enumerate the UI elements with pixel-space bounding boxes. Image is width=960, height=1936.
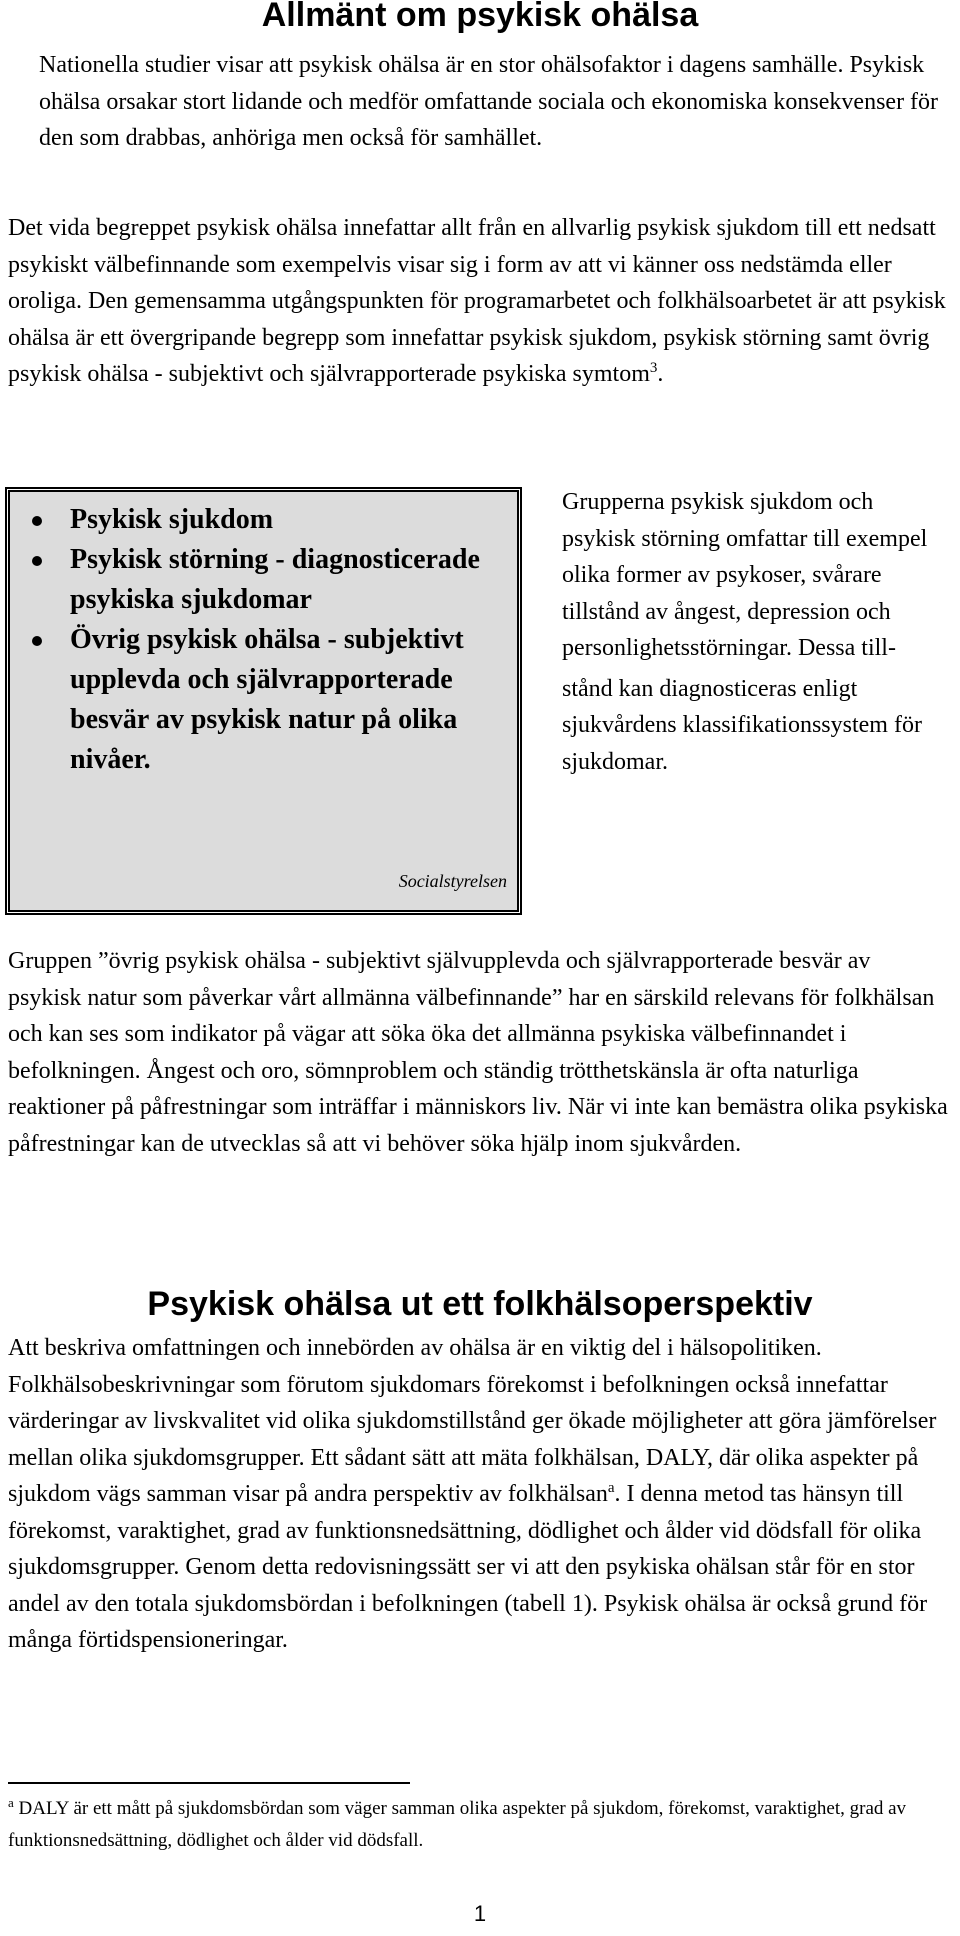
bullet-icon [32,556,42,566]
list-item [22,500,502,540]
list-item [22,540,502,620]
paragraph-text: Att beskriva omfattningen och innebörden av ohälsa är en viktig del i hälsopolitiken. Folkhälsobeskrivningar som förutom sjukdomars förekomst i befolkningen också innefattar värderingar av livskvalitet vid olika sjukdomstillstånd ger ökade möjligheter att göra jämförelser mellan olika sjukdomsgrupper. Ett sådant sätt att mäta folkhälsan, DALY, där olika aspekter på sjukdom vägs samman visar på andra perspektiv av folkhälsan [8,1335,937,1507]
side-text-part1: Grupperna psykisk sjukdom och psykisk störning omfattar till exempel olika former av psykoser, svårare tillstånd av ångest, depression och personlighetsstörningar. Dessa till- [562,489,928,661]
definition-list [22,500,502,780]
list-item-text: Psykisk sjukdom [70,504,274,535]
paragraph-text-end: . I denna metod tas hänsyn till förekomst, varaktighet, grad av funktionsnedsättning, dödlighet och ålder vid dödsfall för olika sjukdomsgrupper. Genom detta redovisningssätt ser vi att den psykiska ohälsan står för en stor andel av den totala sjukdomsbördan i befolkningen (tabell 1). Psykisk ohälsa är också grund för många förtidspensioneringar. [8,1481,928,1653]
box-source: Socialstyrelsen [398,871,507,891]
list-item-text: Övrig psykisk ohälsa - subjektivt upplevda och självrapporterade besvär av psykisk natur på olika nivåer. [70,624,464,775]
section-title: Psykisk ohälsa ut ett folkhälsoperspektiv [147,1285,813,1323]
bullet-icon [32,636,42,646]
footnote-divider [8,1782,410,1784]
definition-text: Det vida begreppet psykisk ohälsa innefattar allt från en allvarlig psykisk sjukdom till ett nedsatt psykiskt välbefinnande som exempelvis visar sig i form av att vi känner oss nedstämda eller oroliga. Den gemensamma utgångspunkten för programarbetet och folkhälsoarbetet är att psykisk ohälsa är ett övergripande begrepp som innefattar psykisk sjukdom, psykisk störning samt övrig psykisk ohälsa - subjektivt och självrapporterade psykiska symtom [8,215,946,387]
footnote-text: DALY är ett mått på sjukdomsbördan som väger samman olika aspekter på sjukdom, förekomst, varaktighet, grad av funktionsnedsättning, dödlighet och ålder vid dödsfall. [8,1798,907,1851]
definition-box [9,491,518,911]
footnote-marker: a [607,1480,615,1496]
bullet-icon [32,516,42,526]
list-item [22,620,502,780]
page-title: Allmänt om psykisk ohälsa [261,0,699,34]
page-number: 1 [473,1901,487,1926]
reference-marker: 3 [649,360,658,376]
public-health-paragraph [8,1330,948,1659]
group-paragraph: Gruppen ”övrig psykisk ohälsa - subjektivt självupplevda och självrapporterade besvär av psykisk natur som påverkar vårt allmänna välbefinnande” har en särskild relevans för folkhälsan och kan ses som indikator på vägar att söka öka det allmänna psykiska välbefinnandet i befolkningen. Ångest och oro, sömnproblem och ständig trötthetskänsla är ofta naturliga reaktioner på påfrestningar som inträffar i människors liv. När vi inte kan bemästra olika psykiska påfrestningar kan de utvecklas så att vi behöver söka hjälp inom sjukvården. [8,948,948,1157]
side-text [562,484,942,780]
intro-paragraph: Nationella studier visar att psykisk ohälsa är en stor ohälsofaktor i dagens samhälle. Psykisk ohälsa orsakar stort lidande och medför omfattande sociala och ekonomiska konsekvenser för den som drabbas, anhöriga men också för samhället. [39,52,939,151]
definition-paragraph [8,210,948,393]
footnote-label: a [8,1795,14,1810]
side-text-part2: stånd kan diagnosticeras enligt sjukvårdens klassifikationssystem för sjukdomar. [562,675,922,775]
list-item-text: Psykisk störning - diagnosticerade psykiska sjukdomar [70,544,480,615]
definition-end: . [657,361,664,387]
footnote [8,1793,948,1857]
